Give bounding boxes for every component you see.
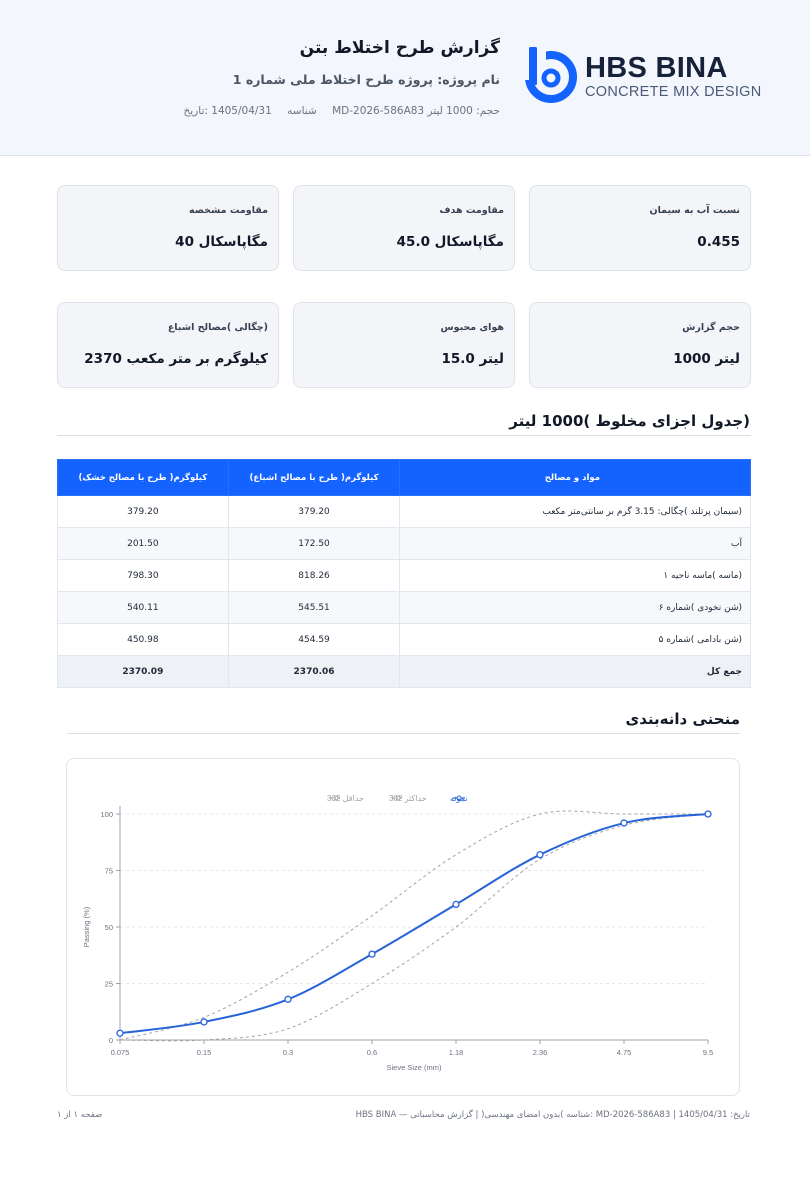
table-row [58, 624, 751, 656]
x-tick-label: 4.75 [616, 1048, 632, 1057]
card-label: مقاومت هدف [439, 205, 504, 216]
card-value: لیتر 1000 [673, 351, 740, 367]
data-point [453, 901, 459, 907]
card-report-volume [529, 302, 751, 388]
total-ssd: 2370.06 [228, 656, 400, 688]
meta-volume: حجم: 1000 لیتر [427, 105, 500, 117]
card-specified-strength [57, 185, 279, 271]
legend-label: حداقل 302 [327, 794, 364, 803]
x-tick-label: 2.36 [532, 1048, 548, 1057]
card-label: نسبت آب به سیمان [649, 205, 740, 216]
series-line-sample [120, 814, 708, 1033]
cell-dry: 540.11 [58, 592, 229, 624]
meta-id-value: MD-2026-586A83 [332, 105, 425, 117]
data-point [621, 820, 627, 826]
total-dry: 2370.09 [58, 656, 229, 688]
card-ssd-density [57, 302, 279, 388]
col-header-material: مواد و مصالح [400, 460, 751, 496]
section-divider [57, 435, 751, 436]
cell-material: (ماسه )ماسه ناحیه ۱ [400, 560, 751, 592]
cell-dry: 798.30 [58, 560, 229, 592]
report-meta [171, 105, 500, 117]
brand-subtitle: CONCRETE MIX DESIGN [585, 84, 762, 100]
grading-chart [67, 759, 739, 1095]
table-row [58, 528, 751, 560]
total-label: جمع کل [400, 656, 751, 688]
company-logo-icon [520, 46, 580, 106]
card-entrapped-air [293, 302, 515, 388]
cell-ssd: 545.51 [228, 592, 400, 624]
cell-ssd: 172.50 [228, 528, 400, 560]
cell-ssd: 818.26 [228, 560, 400, 592]
meta-date: 1405/04/31 :تاریخ [183, 105, 272, 117]
data-point [117, 1030, 123, 1036]
data-point [537, 852, 543, 858]
table-header-row [58, 460, 751, 496]
y-tick-label: 100 [100, 810, 113, 819]
cell-material: (سیمان پرتلند )چگالی: 3.15 گرم بر سانتی‌متر مکعب [400, 496, 751, 528]
cell-material: (شن بادامی )شماره ۵ [400, 624, 751, 656]
legend-label: نمونه [450, 794, 468, 803]
card-label: هوای محبوس [440, 322, 504, 333]
footer-info: HBS BINA — شناسه )بدون امضای مهندسی( | گزارش محاسباتی: MD-2026-586A83 | 1405/04/31 :تاریخ [355, 1110, 750, 1120]
section-divider [67, 733, 740, 734]
card-label: (چگالی )مصالح اشباع [167, 322, 268, 333]
card-value: مگاپاسکال 45.0 [396, 234, 504, 250]
footer-page-number: صفحه ۱ از ۱ [57, 1110, 103, 1120]
cell-dry: 379.20 [58, 496, 229, 528]
x-tick-label: 0.3 [282, 1048, 294, 1057]
card-water-cement-ratio [529, 185, 751, 271]
data-point [369, 951, 375, 957]
col-header-ssd: (طرح با مصالح اشباع )کیلوگرم [228, 460, 400, 496]
y-axis-label: Passing (%) [82, 906, 91, 948]
cell-material: (شن نخودی )شماره ۶ [400, 592, 751, 624]
legend-label: حداکثر 302 [389, 794, 427, 803]
card-target-strength [293, 185, 515, 271]
data-point [705, 811, 711, 817]
card-value: 0.455 [697, 234, 740, 250]
card-value: کیلوگرم بر متر مکعب 2370 [84, 351, 268, 367]
grading-chart-card [66, 758, 740, 1096]
cell-dry: 201.50 [58, 528, 229, 560]
card-value: مگاپاسکال 40 [175, 234, 268, 250]
y-tick-label: 50 [104, 923, 113, 932]
x-tick-label: 9.5 [702, 1048, 714, 1057]
table-total-row [58, 656, 751, 688]
cell-ssd: 379.20 [228, 496, 400, 528]
data-point [285, 996, 291, 1002]
table-row [58, 592, 751, 624]
cell-ssd: 454.59 [228, 624, 400, 656]
col-header-dry: (طرح با مصالح خشک )کیلوگرم [58, 460, 229, 496]
meta-id-label: شناسه [287, 105, 317, 117]
x-tick-label: 0.6 [366, 1048, 378, 1057]
page-title: گزارش طرح اختلاط بتن [299, 38, 500, 58]
data-point [201, 1019, 207, 1025]
cell-dry: 450.98 [58, 624, 229, 656]
cell-material: آب [400, 528, 751, 560]
series-line-limit [120, 811, 708, 1040]
x-tick-label: 0.075 [110, 1048, 130, 1057]
card-value: لیتر 15.0 [441, 351, 504, 367]
brand-name: HBS BINA [585, 52, 728, 84]
x-tick-label: 0.15 [196, 1048, 212, 1057]
x-tick-label: 1.18 [448, 1048, 464, 1057]
y-tick-label: 0 [108, 1036, 113, 1045]
card-label: مقاومت مشخصه [189, 205, 268, 216]
mix-table-title: (جدول اجزای مخلوط )1000 لیتر [509, 412, 750, 430]
report-header [0, 0, 810, 156]
x-axis-label: Sieve Size (mm) [386, 1063, 442, 1072]
table-row [58, 560, 751, 592]
mix-table [57, 459, 751, 688]
y-tick-label: 75 [104, 866, 113, 876]
project-name: نام پروژه: پروژه طرح اختلاط ملی شماره 1 [232, 72, 500, 87]
y-tick-label: 25 [104, 979, 113, 989]
grading-title: منحنی دانه‌بندی [625, 710, 740, 728]
table-row [58, 496, 751, 528]
card-label: حجم گزارش [682, 322, 740, 333]
